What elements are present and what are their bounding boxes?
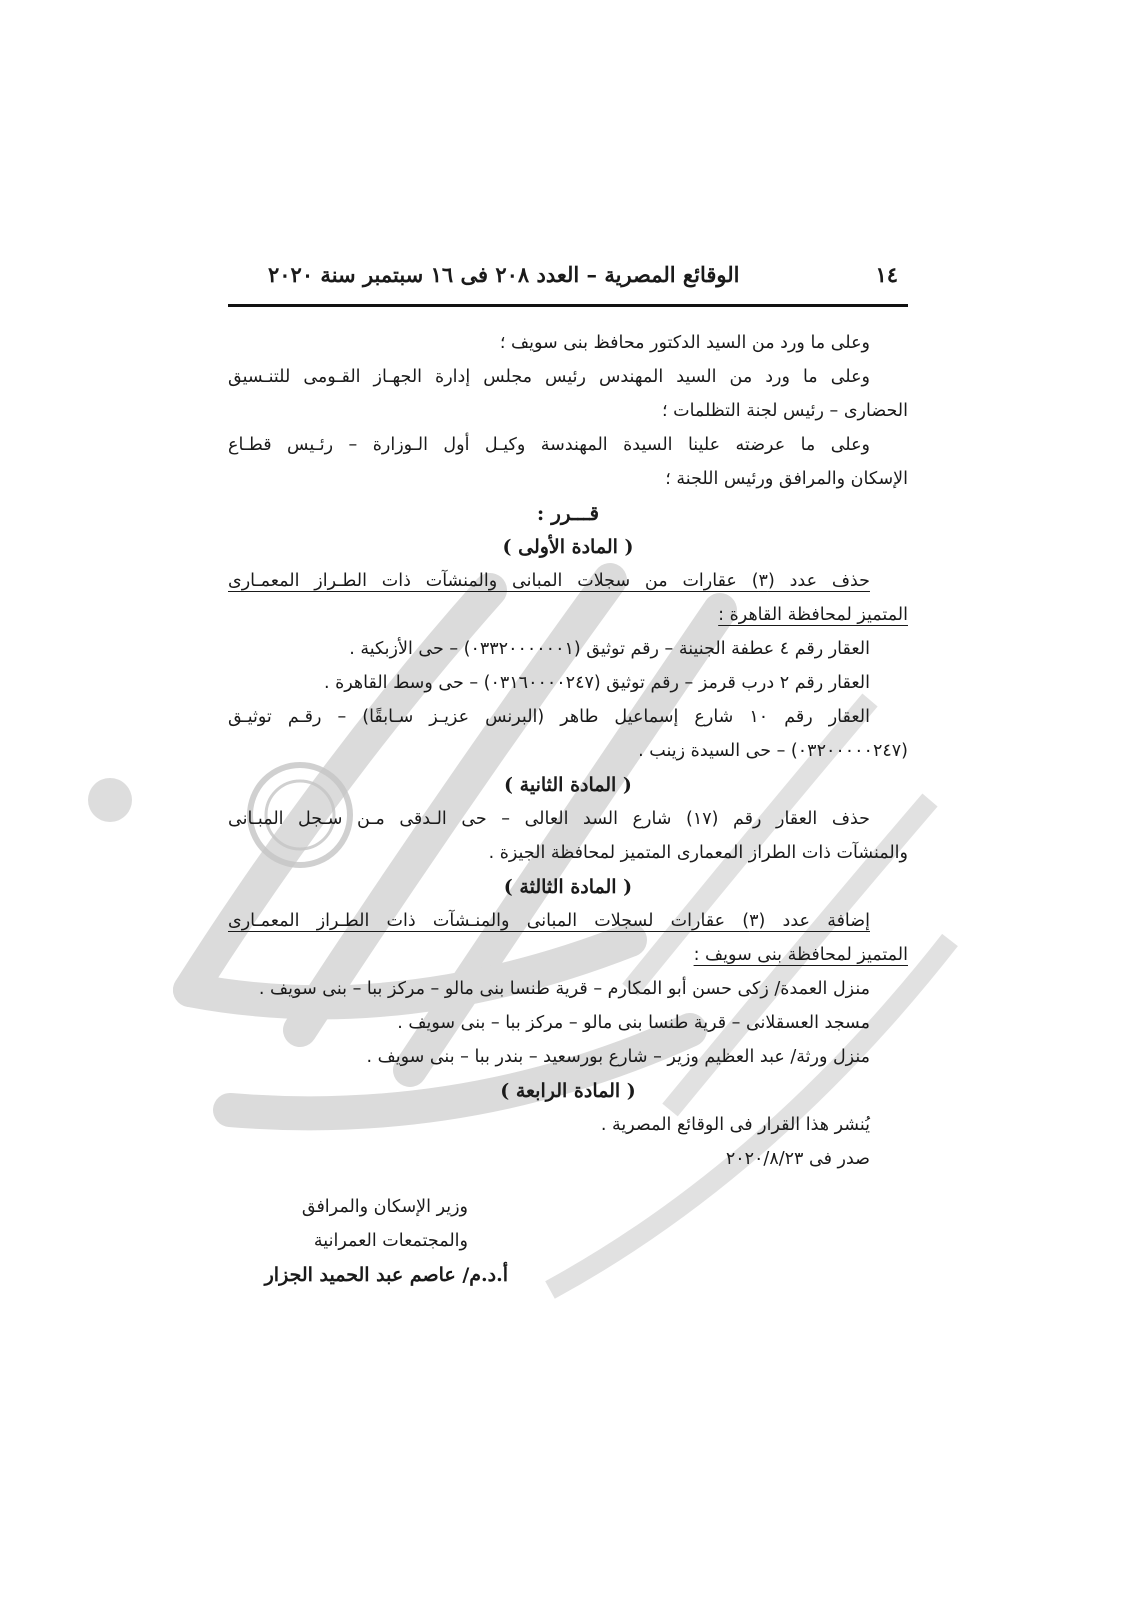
signatory-name: أ.د.م/ عاصم عبد الحميد الجزار bbox=[264, 1264, 508, 1286]
article-1-intro: حذف عدد (٣) عقارات من سجلات المبانى والمنشآت ذات الطـراز المعمـارى bbox=[228, 571, 870, 591]
decision-heading: قـــرر : bbox=[536, 501, 600, 525]
preamble-line: الحضارى – رئيس لجنة التظلمات ؛ bbox=[661, 401, 908, 421]
article-3-title: ( المادة الثالثة ) bbox=[503, 876, 633, 898]
gazette-title: الوقائع المصرية – العدد ٢٠٨ فى ١٦ سبتمبر سنة ٢٠٢٠ bbox=[268, 262, 740, 287]
issue-date: صدر فى ٢٠٢٠/٨/٢٣ bbox=[725, 1149, 870, 1169]
article-1-item: العقار رقم ٤ عطفة الجنينة – رقم توثيق (٠٣٣٢٠٠٠٠٠٠١) – حى الأزبكية . bbox=[349, 639, 870, 659]
article-3-intro: المتميز لمحافظة بنى سويف : bbox=[693, 945, 908, 965]
preamble-line: الإسكان والمرافق ورئيس اللجنة ؛ bbox=[665, 469, 908, 489]
article-1-intro: المتميز لمحافظة القاهرة : bbox=[718, 605, 908, 625]
gazette-page bbox=[228, 0, 908, 1617]
article-1-item: العقار رقم ١٠ شارع إسماعيل طاهر (البرنس عزيـز سـابقًا) – رقـم توثيـق bbox=[228, 707, 870, 727]
article-2-line: والمنشآت ذات الطراز المعمارى المتميز لمحافظة الجيزة . bbox=[488, 843, 908, 863]
signatory-role: والمجتمعات العمرانية bbox=[313, 1231, 468, 1251]
article-2-title: ( المادة الثانية ) bbox=[504, 774, 632, 796]
header-rule bbox=[228, 304, 908, 307]
article-3-item: مسجد العسقلانى – قرية طنسا بنى مالو – مركز ببا – بنى سويف . bbox=[397, 1013, 870, 1033]
article-3-item: منزل ورثة/ عبد العظيم وزير – شارع بورسعيد – بندر ببا – بنى سويف . bbox=[366, 1047, 870, 1067]
page-number: ١٤ bbox=[875, 262, 898, 287]
article-1-title: ( المادة الأولى ) bbox=[502, 536, 634, 558]
signatory-role: وزير الإسكان والمرافق bbox=[301, 1197, 468, 1217]
preamble-line: وعلى ما ورد من السيد الدكتور محافظ بنى سويف ؛ bbox=[499, 333, 870, 353]
page-header bbox=[228, 256, 908, 296]
article-1-item: (٠٣٢٠٠٠٠٠٢٤٧) – حى السيدة زينب . bbox=[638, 741, 908, 761]
preamble-line: وعلى ما عرضته علينا السيدة المهندسة وكيـل أول الـوزارة – رئـيس قطـاع bbox=[228, 435, 870, 455]
preamble-line: وعلى ما ورد من السيد المهندس رئيس مجلس إدارة الجهـاز القـومى للتنـسيق bbox=[228, 367, 870, 387]
article-4-title: ( المادة الرابعة ) bbox=[500, 1080, 636, 1102]
article-4-line: يُنشر هذا القرار فى الوقائع المصرية . bbox=[600, 1115, 870, 1135]
article-3-intro: إضافة عدد (٣) عقارات لسجلات المبانى والمنـشآت ذات الطـراز المعمـارى bbox=[228, 911, 870, 931]
document-body bbox=[228, 326, 908, 1292]
article-2-line: حذف العقار رقم (١٧) شارع السد العالى – حى الـدقى مـن سـجل المبـانى bbox=[228, 809, 870, 829]
article-3-item: منزل العمدة/ زكى حسن أبو المكارم – قرية طنسا بنى مالو – مركز ببا – بنى سويف . bbox=[258, 979, 870, 999]
article-1-item: العقار رقم ٢ درب قرمز – رقم توثيق (٠٣١٦٠٠٠٠٢٤٧) – حى وسط القاهرة . bbox=[323, 673, 870, 693]
